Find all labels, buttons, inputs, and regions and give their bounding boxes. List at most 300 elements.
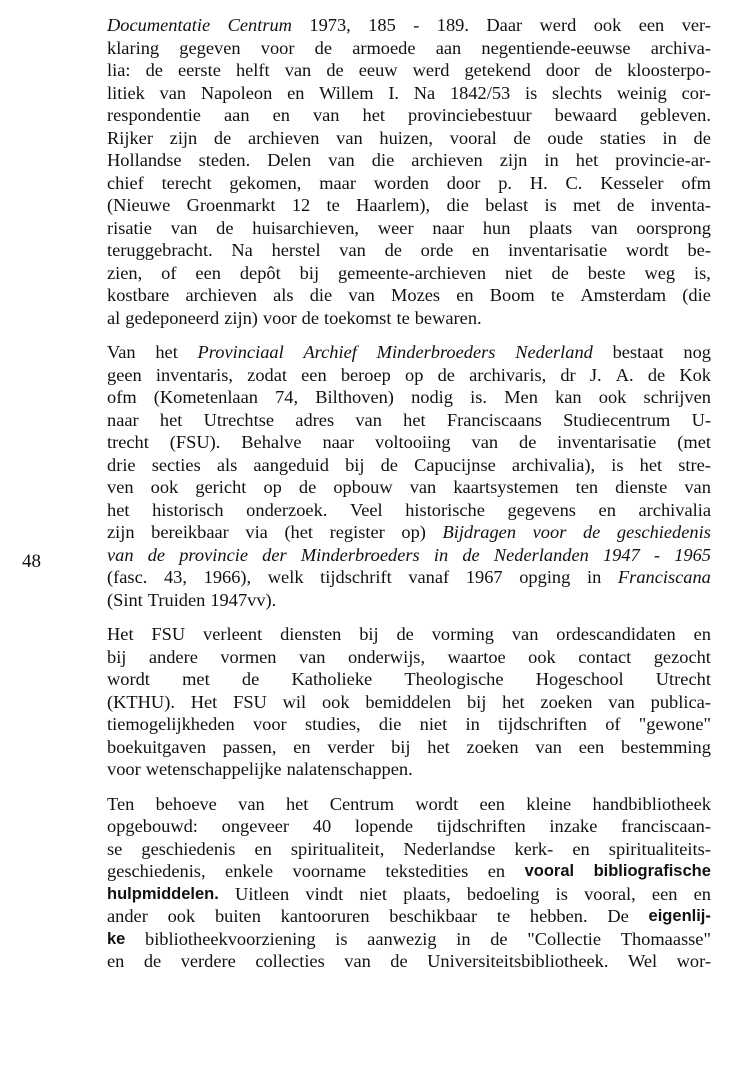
text-line xyxy=(107,544,711,567)
word: als xyxy=(273,285,294,305)
word: Het xyxy=(190,691,218,712)
text-line xyxy=(107,860,711,883)
word: maar xyxy=(319,172,356,193)
word: ook xyxy=(167,906,196,926)
word: de xyxy=(145,60,163,80)
word: op xyxy=(405,364,424,385)
word: en xyxy=(293,736,311,757)
word: bewaren. xyxy=(414,307,482,328)
word: de xyxy=(314,37,333,58)
word: van xyxy=(238,793,265,814)
word: die xyxy=(378,714,402,734)
word: (FSU). xyxy=(169,432,221,452)
word: Daar xyxy=(486,15,523,35)
word: niet xyxy=(359,883,387,904)
word: een xyxy=(301,364,327,385)
word: wil xyxy=(282,691,307,712)
word: ver- xyxy=(681,15,711,35)
word: tijdschrift xyxy=(320,567,392,587)
word: ven xyxy=(107,477,134,497)
word: FSU xyxy=(151,624,186,644)
word: 185 xyxy=(368,15,396,35)
word: - xyxy=(413,15,420,35)
word: nodig xyxy=(411,387,453,407)
word: bij xyxy=(466,691,487,712)
word: van xyxy=(511,624,539,644)
word: collecties xyxy=(255,951,325,971)
word: Bilthoven) xyxy=(315,387,394,407)
word: bibliotheekvoorziening xyxy=(145,928,316,949)
word: be- xyxy=(687,240,711,260)
word: of xyxy=(161,262,177,283)
word: van xyxy=(170,217,198,238)
word: bewaard xyxy=(554,105,617,125)
word: de xyxy=(396,624,414,644)
word: de xyxy=(693,127,711,148)
text-line xyxy=(107,815,711,838)
word: Groenmarkt xyxy=(186,195,276,215)
word: het xyxy=(403,409,426,430)
word: kostbare xyxy=(107,285,170,305)
word: Kok xyxy=(679,364,711,385)
word: het xyxy=(362,105,386,125)
word: Minderbroeders xyxy=(376,342,496,362)
word: te xyxy=(326,195,340,215)
word: De xyxy=(607,906,629,926)
word: bij xyxy=(299,262,320,283)
text-line xyxy=(107,386,711,409)
word: ke xyxy=(107,929,126,948)
word: Hogeschool xyxy=(535,669,624,689)
word: een xyxy=(651,883,678,904)
word: Van xyxy=(107,342,136,362)
word: welk xyxy=(267,567,304,587)
text-line xyxy=(107,566,711,589)
word: de xyxy=(462,544,480,565)
word: contact xyxy=(578,646,632,667)
word: slechts xyxy=(552,82,603,103)
word: kerk- xyxy=(514,838,554,859)
word: Capucijnse xyxy=(414,454,496,475)
word: wor- xyxy=(676,951,711,971)
word: voltooiing xyxy=(375,432,451,452)
word: gedeponeerd xyxy=(125,307,220,328)
text-line xyxy=(107,409,711,432)
text-line xyxy=(107,431,711,454)
word: litiek xyxy=(107,82,145,103)
word: aanwezig xyxy=(367,928,437,949)
text-line xyxy=(107,284,711,307)
word: te xyxy=(496,906,511,926)
word: archieven xyxy=(185,285,257,305)
word: inzake xyxy=(549,816,598,836)
word: (die xyxy=(682,285,711,305)
word: terecht xyxy=(161,172,212,193)
word: bij xyxy=(359,624,379,644)
word: bestemming xyxy=(621,736,711,757)
word: orde xyxy=(420,240,454,260)
word: gegevens xyxy=(507,499,576,520)
text-line xyxy=(107,668,711,691)
word: 12 xyxy=(291,195,311,215)
word: zijn xyxy=(107,522,135,542)
word: de xyxy=(594,60,613,80)
word: van xyxy=(107,544,134,565)
word: schrijven xyxy=(643,387,711,407)
word: ook xyxy=(598,387,627,407)
text-line xyxy=(107,104,711,127)
word: van xyxy=(355,409,382,430)
word: van xyxy=(608,691,635,712)
word: hun xyxy=(482,217,511,238)
word: die xyxy=(446,195,469,215)
word: van xyxy=(471,432,499,452)
word: negentiende-eeuwse xyxy=(481,37,631,58)
text-line xyxy=(107,262,711,285)
word: Universiteitsbibliotheek. xyxy=(427,951,609,971)
word: handbibliotheek xyxy=(592,793,711,814)
word: en xyxy=(598,499,616,520)
word: zijn) xyxy=(224,307,258,328)
word: van xyxy=(312,105,340,125)
word: Provinciaal xyxy=(197,342,284,362)
word: met xyxy=(573,195,601,215)
word: Mozes xyxy=(391,285,441,305)
word: respondentie xyxy=(107,105,201,125)
text-line xyxy=(107,476,711,499)
word: hulpmiddelen. xyxy=(107,884,219,903)
word: Franciscaans xyxy=(446,409,542,430)
word: studies, xyxy=(304,714,361,734)
word: Het xyxy=(107,624,134,644)
word: 189. xyxy=(436,15,469,35)
word: J. xyxy=(589,364,602,385)
word: eigenlij- xyxy=(648,907,711,925)
word: op xyxy=(263,477,282,497)
text-line xyxy=(107,499,711,522)
word: verder xyxy=(327,736,375,757)
word: archivalia), xyxy=(511,454,596,475)
word: Behalve xyxy=(241,432,302,452)
word: oude xyxy=(547,127,584,148)
word: Theologische xyxy=(404,669,504,689)
word: Ten xyxy=(107,793,135,814)
word: en xyxy=(287,82,305,103)
text-line xyxy=(107,883,711,906)
word: oorsprong xyxy=(636,217,711,238)
word: archieven xyxy=(411,150,483,170)
text-line xyxy=(107,239,711,262)
word: Thomaasse" xyxy=(620,928,711,949)
word: H. xyxy=(529,172,548,193)
word: Katholieke xyxy=(291,669,373,689)
word: Uitleen xyxy=(235,883,290,904)
word: weg xyxy=(644,262,676,283)
paragraph xyxy=(107,341,711,611)
word: Hollandse xyxy=(107,150,182,170)
word: plaats, xyxy=(403,883,451,904)
word: voor xyxy=(107,759,141,779)
word: kaartsystemen xyxy=(453,477,559,497)
word: A. xyxy=(615,364,634,385)
word: geschiedenis xyxy=(616,522,711,542)
word: archiva- xyxy=(650,37,711,58)
word: te xyxy=(550,285,565,305)
text-line xyxy=(107,14,711,37)
word: eeuw xyxy=(358,60,398,80)
word: (het xyxy=(284,522,314,542)
text-line xyxy=(107,82,711,105)
word: het xyxy=(639,454,663,475)
word: van xyxy=(339,240,366,260)
word: behoeve xyxy=(155,793,217,814)
word: franciscaan- xyxy=(621,816,711,836)
word: Na xyxy=(231,240,253,260)
word: naar xyxy=(322,432,355,452)
body-text xyxy=(107,14,711,985)
word: zodat xyxy=(247,364,287,385)
word: buiten xyxy=(214,906,261,926)
word: Na xyxy=(413,82,436,103)
word: is xyxy=(611,454,624,475)
word: vindt xyxy=(305,883,344,904)
word: de xyxy=(147,544,166,565)
word: - xyxy=(653,544,661,565)
word: cor- xyxy=(681,82,711,103)
word: voor xyxy=(262,307,297,328)
word: de xyxy=(143,951,162,971)
word: niet xyxy=(419,714,448,734)
text-line xyxy=(107,736,711,759)
word: wordt xyxy=(625,240,669,260)
word: en xyxy=(487,861,506,881)
word: ofm xyxy=(681,172,711,193)
word: tijdschriften xyxy=(498,714,587,734)
word: boekuitgaven xyxy=(107,736,207,757)
word: historisch xyxy=(152,499,224,520)
word: te xyxy=(396,307,410,328)
text-line xyxy=(107,127,711,150)
word: 1973, xyxy=(309,15,351,35)
word: steden. xyxy=(198,150,251,170)
word: van xyxy=(684,477,711,497)
word: Centrum xyxy=(329,793,395,814)
word: in xyxy=(433,544,449,565)
word: passen, xyxy=(222,736,277,757)
word: ander xyxy=(107,906,148,926)
text-line xyxy=(107,589,711,612)
word: Franciscana xyxy=(617,567,711,587)
word: voor xyxy=(532,522,567,542)
word: de xyxy=(647,364,666,385)
word: p. xyxy=(498,172,513,193)
word: vooral xyxy=(449,127,497,148)
word: stre- xyxy=(678,454,711,475)
word: dienste xyxy=(615,477,668,497)
word: (Sint xyxy=(107,589,143,610)
text-line xyxy=(107,713,711,736)
word: Boom xyxy=(489,285,535,305)
word: I. xyxy=(388,82,400,103)
word: herstel xyxy=(271,240,321,260)
word: en xyxy=(254,838,272,859)
word: Nederlandse xyxy=(403,838,496,859)
word: secties xyxy=(151,454,201,475)
word: en xyxy=(107,951,125,971)
word: en xyxy=(693,883,711,904)
word: gezocht xyxy=(653,646,711,667)
word: ongeveer xyxy=(221,816,290,836)
word: werd xyxy=(412,60,450,80)
word: der xyxy=(262,544,287,565)
word: Nederland xyxy=(515,342,593,362)
word: spiritualiteit, xyxy=(290,838,385,859)
word: "Collectie xyxy=(527,928,602,949)
word: de xyxy=(551,262,569,283)
word: trecht xyxy=(107,432,149,452)
text-line xyxy=(107,364,711,387)
word: het xyxy=(107,499,130,520)
word: lia: xyxy=(107,60,131,80)
word: weinig xyxy=(616,82,667,103)
word: verleent xyxy=(203,624,263,644)
word: bemiddelen xyxy=(365,691,452,712)
word: plaats xyxy=(529,217,573,238)
word: "gewone" xyxy=(638,714,711,734)
word: waartoe xyxy=(447,646,506,667)
word: U- xyxy=(691,409,711,430)
word: of xyxy=(605,714,621,734)
word: zoeken xyxy=(540,691,593,712)
word: inventarisatie xyxy=(557,432,657,452)
word: het xyxy=(155,342,178,362)
word: verdere xyxy=(180,951,236,971)
word: aan xyxy=(224,105,250,125)
word: in xyxy=(586,567,602,587)
word: Amsterdam xyxy=(580,285,667,305)
word: bij xyxy=(107,646,127,667)
word: Haarlem), xyxy=(356,195,431,215)
text-line xyxy=(107,521,711,544)
word: in xyxy=(456,928,471,949)
word: een xyxy=(638,15,665,35)
word: vormen xyxy=(220,646,277,667)
word: de xyxy=(384,240,402,260)
word: provinciebestuur xyxy=(408,105,532,125)
word: gebleven. xyxy=(640,105,711,125)
word: drie xyxy=(107,454,136,475)
text-line xyxy=(107,838,711,861)
word: via xyxy=(245,522,268,542)
word: (KTHU). xyxy=(107,691,175,712)
word: Nederlanden xyxy=(493,544,589,565)
word: de xyxy=(519,432,537,452)
word: en xyxy=(693,624,711,644)
text-line xyxy=(107,623,711,646)
word: opgebouwd: xyxy=(107,816,198,836)
word: de xyxy=(216,217,234,238)
word: Utrecht xyxy=(655,669,711,689)
word: huizen, xyxy=(379,127,434,148)
word: als xyxy=(216,454,238,475)
word: ordescandidaten xyxy=(556,624,676,644)
word: kan xyxy=(555,387,582,407)
word: van xyxy=(348,285,375,305)
word: voor xyxy=(260,37,295,58)
word: 1947vv). xyxy=(210,589,277,610)
word: de xyxy=(241,669,260,689)
word: is xyxy=(525,82,538,103)
text-line xyxy=(107,59,711,82)
word: tijdschriften xyxy=(436,816,526,836)
word: ook xyxy=(593,15,622,35)
word: is, xyxy=(694,262,711,283)
word: Utrechtse xyxy=(203,409,275,430)
word: historische xyxy=(405,499,485,520)
word: spiritualiteits- xyxy=(608,838,711,859)
word: voorname xyxy=(292,861,367,881)
word: dr xyxy=(560,364,576,385)
text-line xyxy=(107,758,711,781)
word: van xyxy=(328,150,355,170)
word: in xyxy=(465,714,480,734)
word: die xyxy=(309,285,333,305)
word: zijn xyxy=(499,150,528,170)
word: Truiden xyxy=(147,589,206,610)
word: huisarchieven, xyxy=(252,217,360,238)
word: die xyxy=(371,150,395,170)
word: door xyxy=(545,60,580,80)
word: adres xyxy=(295,409,335,430)
word: kantooruren xyxy=(280,906,370,926)
word: door xyxy=(446,172,481,193)
word: Rijker xyxy=(107,127,153,148)
word: tiemogelijkheden xyxy=(107,714,235,734)
text-line xyxy=(107,37,711,60)
text-line xyxy=(107,928,711,951)
word: Bijdragen xyxy=(442,522,517,542)
text-line xyxy=(107,454,711,477)
word: chief xyxy=(107,172,144,193)
text-line xyxy=(107,646,711,669)
word: is xyxy=(555,883,568,904)
word: helft xyxy=(235,60,270,80)
word: getekend xyxy=(464,60,531,80)
word: opbouw xyxy=(333,477,393,497)
word: archieven xyxy=(247,127,320,148)
word: armoede xyxy=(352,37,416,58)
word: een xyxy=(578,736,605,757)
word: staties xyxy=(599,127,646,148)
word: van xyxy=(344,951,371,971)
word: de xyxy=(326,60,344,80)
word: van xyxy=(535,736,562,757)
word: FSU xyxy=(233,691,267,712)
word: geen xyxy=(107,364,142,385)
word: gekomen, xyxy=(229,172,302,193)
word: wordt xyxy=(415,793,459,814)
word: Willem xyxy=(319,82,374,103)
text-line xyxy=(107,194,711,217)
word: Men xyxy=(504,387,538,407)
word: lopende xyxy=(354,816,414,836)
text-line xyxy=(107,905,711,928)
word: wordt xyxy=(107,669,150,689)
text-line xyxy=(107,341,711,364)
word: beroep xyxy=(340,364,391,385)
word: ten xyxy=(575,477,599,497)
word: hebben. xyxy=(529,906,588,926)
